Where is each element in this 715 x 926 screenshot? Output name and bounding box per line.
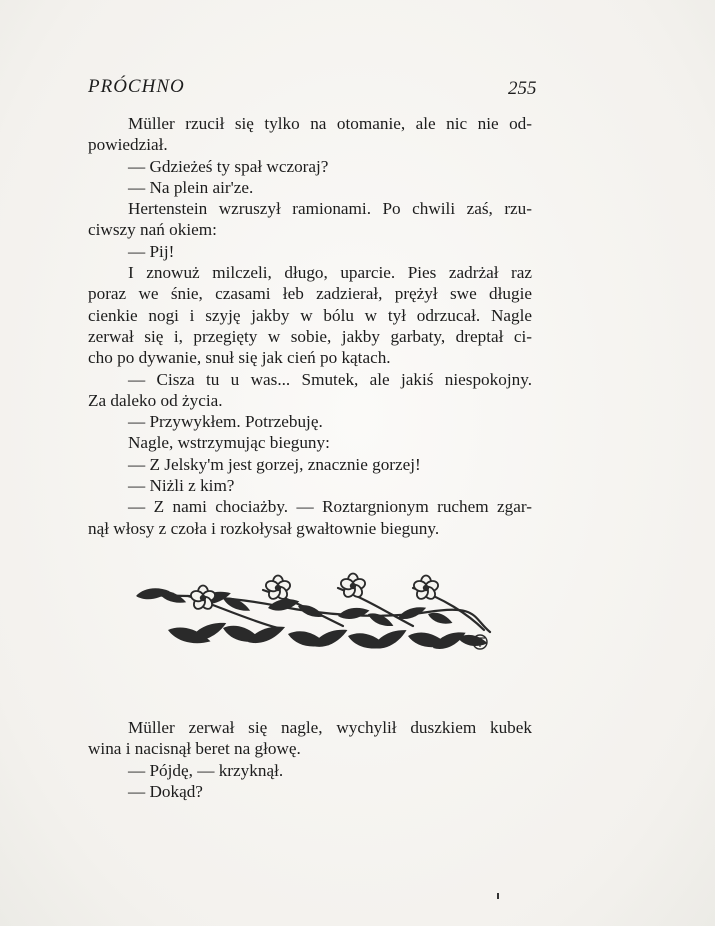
running-title: PRÓCHNO — [88, 76, 185, 97]
text-block-bottom — [88, 717, 532, 802]
text-line: — Pójdę, — krzyknął. — [128, 760, 284, 780]
text-line: cho po dywanie, snuł się jak cień po kątach. — [88, 348, 391, 368]
text-line: Müller zerwał się nagle, wychylił duszkiem kubek — [128, 718, 532, 737]
flower-icon — [190, 586, 217, 612]
text-line: cienkie nogi i szyję jakby w bólu w tył odrzucał. Nagle — [88, 305, 532, 325]
text-line: — Pij! — [128, 241, 175, 261]
text-line: — Z nami chociażby. — Roztargnionym ruchem zgar- — [128, 497, 532, 517]
text-line: — Gdzieżeś ty spał wczoraj? — [128, 156, 329, 176]
text-line: — Na plein air'ze. — [128, 177, 254, 197]
text-block-top — [88, 113, 532, 539]
text-line: — Dokąd? — [128, 781, 203, 801]
page-number: 255 — [508, 78, 537, 99]
text-line: Za daleko od życia. — [88, 390, 223, 410]
text-line: — Z Jelsky'm jest gorzej, znacznie gorzej! — [128, 454, 421, 474]
text-line: nął włosy z czoła i rozkołysał gwałtownie bieguny. — [88, 518, 440, 538]
text-line: ciwszy nań okiem: — [88, 220, 217, 240]
paper-speck — [497, 893, 499, 899]
text-line: zerwał się i, przegięty w sobie, jakby garbaty, dreptał ci- — [88, 326, 532, 346]
text-line: I znowuż milczeli, długo, uparcie. Pies zadrżał raz — [128, 263, 532, 283]
floral-ornament — [128, 568, 498, 668]
text-line: — Cisza tu u was... Smutek, ale jakiś niespokojny. — [128, 369, 532, 389]
text-line: — Przywykłem. Potrzebuję. — [128, 412, 323, 432]
flower-icon — [340, 574, 367, 600]
text-line: Nagle, wstrzymując bieguny: — [128, 433, 330, 453]
text-line: wina i nacisnął beret na głowę. — [88, 739, 301, 759]
text-line: Hertenstein wzruszył ramionami. Po chwili zaś, rzu- — [128, 199, 532, 219]
text-line: powiedział. — [88, 135, 168, 155]
text-line: Müller rzucił się tylko na otomanie, ale nic nie od- — [128, 114, 532, 133]
flower-icon — [265, 576, 292, 602]
text-line: poraz we śnie, czasami łeb zadzierał, prężył swe długie — [88, 284, 532, 304]
text-line: — Niżli z kim? — [128, 476, 235, 496]
leaf-shape — [337, 605, 370, 621]
